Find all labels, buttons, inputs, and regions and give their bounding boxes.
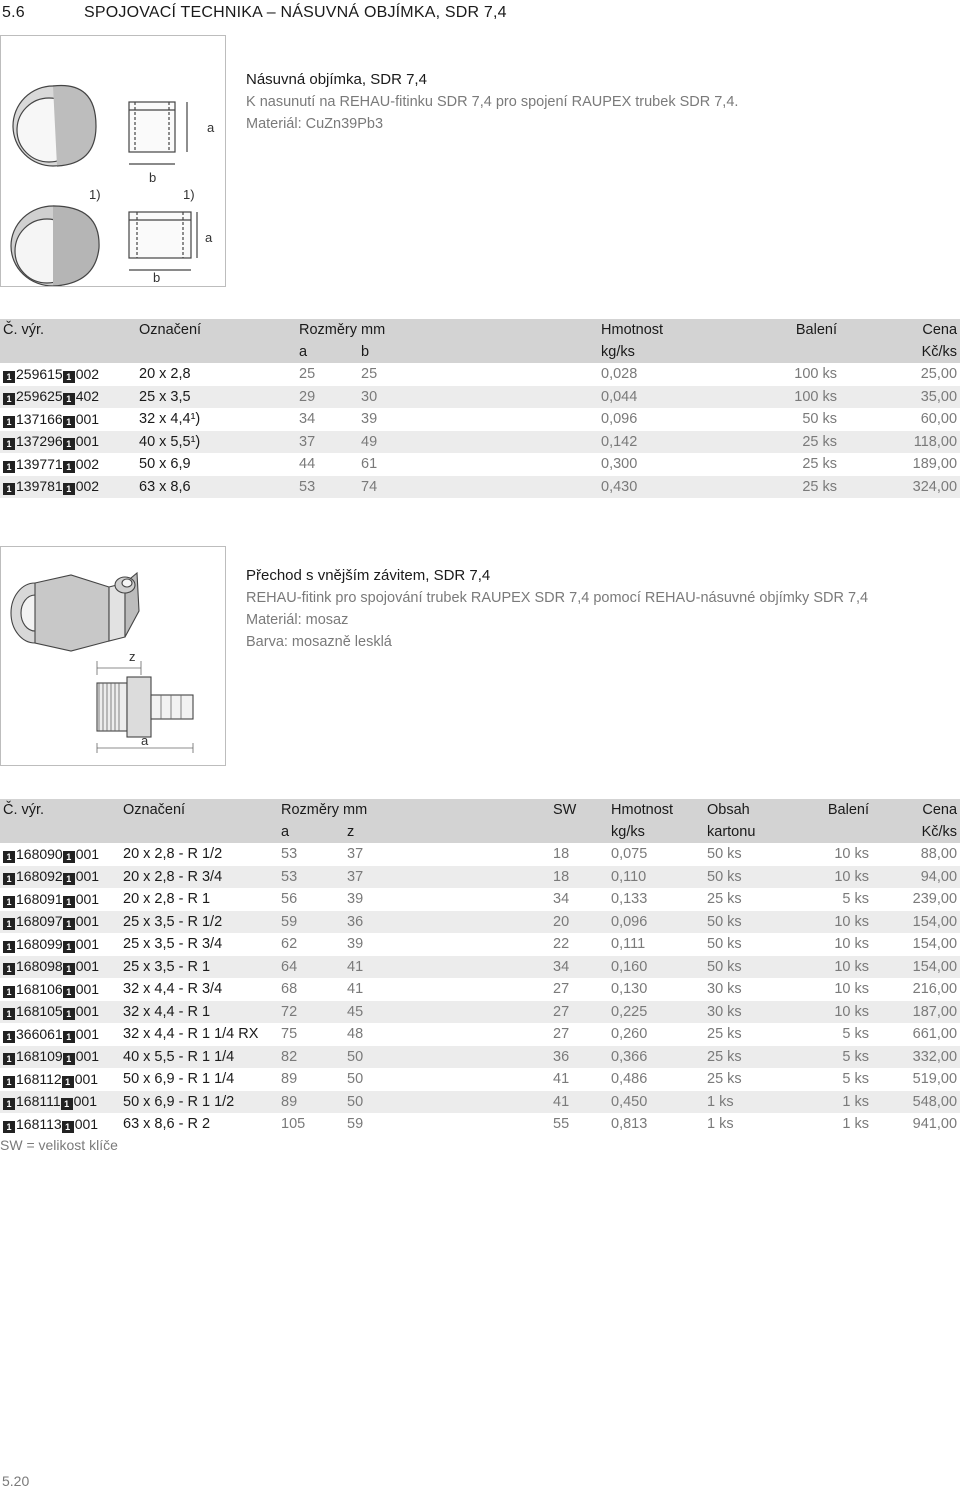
wrench-size: 18: [553, 846, 570, 863]
table-row: [0, 843, 960, 866]
subheader-box-unit: kartonu: [704, 821, 798, 843]
table-subheader-row: [0, 341, 960, 363]
dim-a: 89: [281, 1071, 298, 1088]
col-header-code: Č. výr.: [0, 319, 136, 341]
article-number: 1 168113 1 001: [0, 1113, 120, 1136]
designation: 50 x 6,9: [139, 456, 191, 473]
designation: 40 x 5,5¹): [136, 431, 296, 454]
sleeve-table: [0, 319, 960, 498]
designation: 63 x 8,6: [136, 476, 296, 499]
code-marker-icon: 1: [3, 896, 15, 908]
dim-a: 25: [299, 366, 316, 383]
article-number: 1 168090 1 001: [0, 843, 120, 866]
price: 519,00: [912, 1071, 958, 1088]
designation: 32 x 4,4¹): [139, 411, 201, 428]
page-number: 5.20: [2, 1473, 30, 1489]
code-marker-icon: 1: [63, 1031, 75, 1043]
package: 5 ks: [842, 891, 870, 908]
col-header-pack: Balení: [720, 319, 840, 341]
weight: 0,096: [601, 411, 638, 428]
code-marker-icon: 1: [63, 873, 75, 885]
designation: 20 x 2,8: [139, 366, 191, 383]
article-number: 1 139781 1 002: [0, 476, 136, 499]
dim-a: 72: [278, 1001, 344, 1024]
dim-a: 64: [278, 956, 344, 979]
section-title: SPOJOVACÍ TECHNIKA – NÁSUVNÁ OBJÍMKA, SDR 7,4: [84, 4, 507, 21]
col-header-weight: Hmotnost: [598, 319, 720, 341]
article-number: 1 139771 1 002: [0, 453, 136, 476]
code-marker-icon: 1: [63, 461, 75, 473]
code-marker-icon: 1: [62, 1076, 74, 1088]
code-marker-icon: 1: [61, 1098, 73, 1110]
sleeve-figure: [0, 35, 226, 287]
box-content: 25 ks: [707, 891, 742, 908]
col-header-dimensions: Rozměry mm: [296, 319, 598, 341]
page-header: [0, 0, 960, 30]
dim-b: 30: [358, 386, 598, 409]
col-header-price: Cena: [872, 799, 960, 821]
designation: 20 x 2,8 - R 3/4: [120, 866, 278, 889]
weight: 0,130: [611, 981, 648, 998]
dim-a: 53: [278, 866, 344, 889]
package: 1 ks: [798, 1091, 872, 1114]
dim-label-z: z: [129, 649, 136, 664]
designation: 20 x 2,8 - R 1: [123, 891, 211, 908]
package: 5 ks: [842, 1026, 870, 1043]
dim-a: 105: [281, 1116, 306, 1133]
col-header-name: Označení: [136, 319, 296, 341]
box-content: 50 ks: [704, 866, 798, 889]
weight: 0,366: [608, 1046, 704, 1069]
price: 187,00: [872, 1001, 960, 1024]
designation: 25 x 3,5 - R 1: [120, 956, 278, 979]
dim-a: 53: [296, 476, 358, 499]
sleeve-material: Materiál: CuZn39Pb3: [246, 116, 384, 132]
designation: 20 x 2,8 - R 1/2: [123, 846, 223, 863]
article-number: 1 366061 1 001: [0, 1023, 120, 1046]
adapter-desc-line: REHAU-fitink pro spojování trubek RAUPEX SDR 7,4 pomocí REHAU-násuvné objímky SDR 7,4: [246, 590, 869, 606]
package: 10 ks: [798, 911, 872, 934]
col-header-box: Obsah: [704, 799, 798, 821]
designation: 32 x 4,4 - R 3/4: [123, 981, 223, 998]
price: 661,00: [912, 1026, 958, 1043]
subheader-a: a: [278, 821, 344, 843]
dim-z: 37: [344, 866, 550, 889]
dim-label-a: a: [141, 733, 149, 748]
designation: 40 x 5,5 - R 1 1/4: [120, 1046, 278, 1069]
subheader-weight-unit: kg/ks: [598, 341, 720, 363]
wrench-size: 27: [550, 1001, 608, 1024]
price: 941,00: [912, 1116, 958, 1133]
wrench-size: 22: [553, 936, 570, 953]
box-content: 50 ks: [704, 956, 798, 979]
package: 10 ks: [798, 1001, 872, 1024]
dim-z: 50: [347, 1071, 364, 1088]
package: 100 ks: [720, 386, 840, 409]
adapter-color: Barva: mosazně lesklá: [246, 634, 392, 650]
dim-z: 39: [347, 891, 364, 908]
table-row: [0, 978, 960, 1001]
adapter-figure: [0, 546, 226, 766]
dim-b: 74: [358, 476, 598, 499]
weight: 0,300: [601, 456, 638, 473]
package: 100 ks: [794, 366, 838, 383]
col-header-code: Č. výr.: [0, 799, 120, 821]
code-marker-icon: 1: [63, 1008, 75, 1020]
weight: 0,225: [608, 1001, 704, 1024]
designation: 32 x 4,4 - R 1 1/4 RX: [123, 1026, 259, 1043]
code-marker-icon: 1: [3, 461, 15, 473]
code-marker-icon: 1: [3, 1121, 15, 1133]
price: 154,00: [912, 936, 958, 953]
dim-b: 25: [361, 366, 378, 383]
table-header-row: [0, 799, 960, 821]
weight: 0,450: [608, 1091, 704, 1114]
dim-a: 59: [278, 911, 344, 934]
weight: 0,160: [608, 956, 704, 979]
price: 154,00: [872, 956, 960, 979]
code-marker-icon: 1: [3, 941, 15, 953]
code-marker-icon: 1: [63, 1053, 75, 1065]
table-row: [0, 911, 960, 934]
wrench-size: 27: [553, 1026, 570, 1043]
sleeve-drawing: [1, 36, 225, 286]
price: 154,00: [872, 911, 960, 934]
col-header-sw: SW: [550, 799, 608, 821]
sleeve-description: [246, 69, 738, 135]
package: 10 ks: [798, 956, 872, 979]
price: 35,00: [840, 386, 960, 409]
dim-a: 34: [299, 411, 316, 428]
code-marker-icon: 1: [3, 1076, 15, 1088]
package: 25 ks: [720, 476, 840, 499]
col-header-dimensions: Rozměry mm: [278, 799, 550, 821]
dim-z: 36: [344, 911, 550, 934]
subheader-price-unit: Kč/ks: [872, 821, 960, 843]
table-row: [0, 386, 960, 409]
dim-z: 41: [344, 956, 550, 979]
table-subheader-row: [0, 821, 960, 843]
code-marker-icon: 1: [3, 1098, 15, 1110]
footnote-mark-2: 1): [183, 187, 195, 202]
article-number: 1 168099 1 001: [0, 933, 120, 956]
article-number: 1 137166 1 001: [0, 408, 136, 431]
price: 189,00: [912, 456, 958, 473]
sw-note: SW = velikost klíče: [0, 1137, 118, 1153]
price: 324,00: [840, 476, 960, 499]
weight: 0,260: [611, 1026, 648, 1043]
table-row: [0, 888, 960, 911]
adapter-title: Přechod s vnějším závitem, SDR 7,4: [246, 567, 491, 584]
article-number: 1 137296 1 001: [0, 431, 136, 454]
dim-z: 37: [347, 846, 364, 863]
dim-label-b1: b: [149, 170, 157, 185]
code-marker-icon: 1: [63, 393, 75, 405]
weight: 0,133: [611, 891, 648, 908]
dim-a: 53: [281, 846, 298, 863]
weight: 0,044: [598, 386, 720, 409]
sleeve-title: Násuvná objímka, SDR 7,4: [246, 71, 427, 88]
package: 25 ks: [802, 456, 838, 473]
package: 50 ks: [802, 411, 838, 428]
price: 332,00: [872, 1046, 960, 1069]
adapter-table: [0, 799, 960, 1136]
dim-z: 45: [344, 1001, 550, 1024]
table-row: [0, 956, 960, 979]
table-row: [0, 453, 960, 476]
dim-z: 41: [347, 981, 364, 998]
dim-z: 59: [347, 1116, 364, 1133]
footnote-mark-1: 1): [89, 187, 101, 202]
dim-z: 50: [344, 1091, 550, 1114]
subheader-z: z: [344, 821, 550, 843]
table-row: [0, 476, 960, 499]
article-number: 1 259625 1 402: [0, 386, 136, 409]
subheader-weight-unit: kg/ks: [608, 821, 704, 843]
box-content: 50 ks: [704, 911, 798, 934]
section-number: 5.6: [2, 4, 25, 21]
article-number: 1 168111 1 001: [0, 1091, 120, 1114]
price: 94,00: [872, 866, 960, 889]
adapter-description: [246, 565, 868, 653]
dim-b: 49: [358, 431, 598, 454]
sleeve-desc-line: K nasunutí na REHAU-fitinku SDR 7,4 pro spojení RAUPEX trubek SDR 7,4.: [246, 94, 739, 110]
code-marker-icon: 1: [63, 896, 75, 908]
dim-label-b2: b: [153, 270, 161, 285]
package: 1 ks: [842, 1116, 870, 1133]
code-marker-icon: 1: [63, 986, 75, 998]
weight: 0,430: [598, 476, 720, 499]
table-row: [0, 933, 960, 956]
designation: 50 x 6,9 - R 1 1/2: [120, 1091, 278, 1114]
code-marker-icon: 1: [3, 438, 15, 450]
package: 10 ks: [834, 936, 870, 953]
price: 88,00: [920, 846, 958, 863]
price: 216,00: [912, 981, 958, 998]
code-marker-icon: 1: [3, 851, 15, 863]
col-header-weight: Hmotnost: [608, 799, 704, 821]
code-marker-icon: 1: [63, 438, 75, 450]
article-number: 1 168092 1 001: [0, 866, 120, 889]
designation: 50 x 6,9 - R 1 1/4: [123, 1071, 235, 1088]
table-row: [0, 1113, 960, 1136]
dim-a: 62: [281, 936, 298, 953]
wrench-size: 20: [550, 911, 608, 934]
code-marker-icon: 1: [3, 986, 15, 998]
weight: 0,028: [601, 366, 638, 383]
code-marker-icon: 1: [63, 483, 75, 495]
code-marker-icon: 1: [3, 483, 15, 495]
code-marker-icon: 1: [3, 1008, 15, 1020]
weight: 0,111: [611, 936, 646, 953]
dim-z: 48: [347, 1026, 364, 1043]
dim-a: 56: [281, 891, 298, 908]
col-header-name: Označení: [120, 799, 278, 821]
wrench-size: 34: [553, 891, 570, 908]
code-marker-icon: 1: [3, 416, 15, 428]
table-row: [0, 1091, 960, 1114]
designation: 25 x 3,5 - R 3/4: [123, 936, 223, 953]
dim-z: 39: [347, 936, 364, 953]
package: 10 ks: [834, 846, 870, 863]
code-marker-icon: 1: [3, 873, 15, 885]
table-row: [0, 1023, 960, 1046]
dim-a: 37: [296, 431, 358, 454]
code-marker-icon: 1: [3, 1053, 15, 1065]
article-number: 1 168109 1 001: [0, 1046, 120, 1069]
table-row: [0, 1046, 960, 1069]
price: 118,00: [840, 431, 960, 454]
box-content: 25 ks: [707, 1071, 742, 1088]
package: 25 ks: [720, 431, 840, 454]
box-content: 25 ks: [707, 1026, 742, 1043]
price: 548,00: [872, 1091, 960, 1114]
code-marker-icon: 1: [3, 918, 15, 930]
table-row: [0, 431, 960, 454]
price: 239,00: [912, 891, 958, 908]
dim-a: 89: [278, 1091, 344, 1114]
designation: 32 x 4,4 - R 1: [120, 1001, 278, 1024]
package: 5 ks: [842, 1071, 870, 1088]
table-row: [0, 363, 960, 386]
article-number: 1 168097 1 001: [0, 911, 120, 934]
box-content: 30 ks: [707, 981, 742, 998]
dim-label-a2: a: [205, 230, 213, 245]
table-row: [0, 408, 960, 431]
table-row: [0, 1001, 960, 1024]
wrench-size: 18: [550, 866, 608, 889]
adapter-material: Materiál: mosaz: [246, 612, 349, 628]
dim-b: 39: [361, 411, 378, 428]
code-marker-icon: 1: [63, 371, 75, 383]
box-content: 50 ks: [707, 936, 742, 953]
package: 5 ks: [798, 1046, 872, 1069]
subheader-a: a: [296, 341, 358, 363]
box-content: 1 ks: [704, 1091, 798, 1114]
dim-a: 82: [278, 1046, 344, 1069]
code-marker-icon: 1: [63, 851, 75, 863]
designation: 63 x 8,6 - R 2: [123, 1116, 211, 1133]
weight: 0,813: [611, 1116, 648, 1133]
wrench-size: 34: [550, 956, 608, 979]
wrench-size: 36: [550, 1046, 608, 1069]
box-content: 25 ks: [704, 1046, 798, 1069]
package: 10 ks: [798, 866, 872, 889]
article-number: 1 168091 1 001: [0, 888, 120, 911]
code-marker-icon: 1: [3, 963, 15, 975]
dim-a: 68: [281, 981, 298, 998]
code-marker-icon: 1: [3, 1031, 15, 1043]
dim-z: 50: [344, 1046, 550, 1069]
table-row: [0, 1068, 960, 1091]
code-marker-icon: 1: [63, 918, 75, 930]
weight: 0,110: [608, 866, 704, 889]
code-marker-icon: 1: [63, 416, 75, 428]
col-header-pack: Balení: [798, 799, 872, 821]
table-row: [0, 866, 960, 889]
adapter-drawing: [1, 547, 225, 765]
designation: 25 x 3,5: [136, 386, 296, 409]
weight: 0,075: [611, 846, 648, 863]
col-header-price: Cena: [840, 319, 960, 341]
wrench-size: 55: [553, 1116, 570, 1133]
table-header-row: [0, 319, 960, 341]
dim-a: 29: [296, 386, 358, 409]
price: 25,00: [920, 366, 958, 383]
code-marker-icon: 1: [62, 1121, 74, 1133]
dim-a: 44: [299, 456, 316, 473]
code-marker-icon: 1: [63, 963, 75, 975]
box-content: 1 ks: [707, 1116, 734, 1133]
wrench-size: 41: [550, 1091, 608, 1114]
weight: 0,096: [608, 911, 704, 934]
weight: 0,486: [611, 1071, 648, 1088]
code-marker-icon: 1: [3, 393, 15, 405]
weight: 0,142: [598, 431, 720, 454]
article-number: 1 259615 1 002: [0, 363, 136, 386]
dim-b: 61: [361, 456, 378, 473]
dim-label-a1: a: [207, 120, 215, 135]
article-number: 1 168098 1 001: [0, 956, 120, 979]
designation: 25 x 3,5 - R 1/2: [120, 911, 278, 934]
article-number: 1 168112 1 001: [0, 1068, 120, 1091]
article-number: 1 168105 1 001: [0, 1001, 120, 1024]
article-number: 1 168106 1 001: [0, 978, 120, 1001]
code-marker-icon: 1: [3, 371, 15, 383]
code-marker-icon: 1: [63, 941, 75, 953]
wrench-size: 27: [553, 981, 570, 998]
box-content: 30 ks: [704, 1001, 798, 1024]
subheader-price-unit: Kč/ks: [840, 341, 960, 363]
wrench-size: 41: [553, 1071, 570, 1088]
subheader-b: b: [358, 341, 598, 363]
dim-a: 75: [281, 1026, 298, 1043]
price: 60,00: [920, 411, 958, 428]
box-content: 50 ks: [707, 846, 742, 863]
package: 10 ks: [834, 981, 870, 998]
